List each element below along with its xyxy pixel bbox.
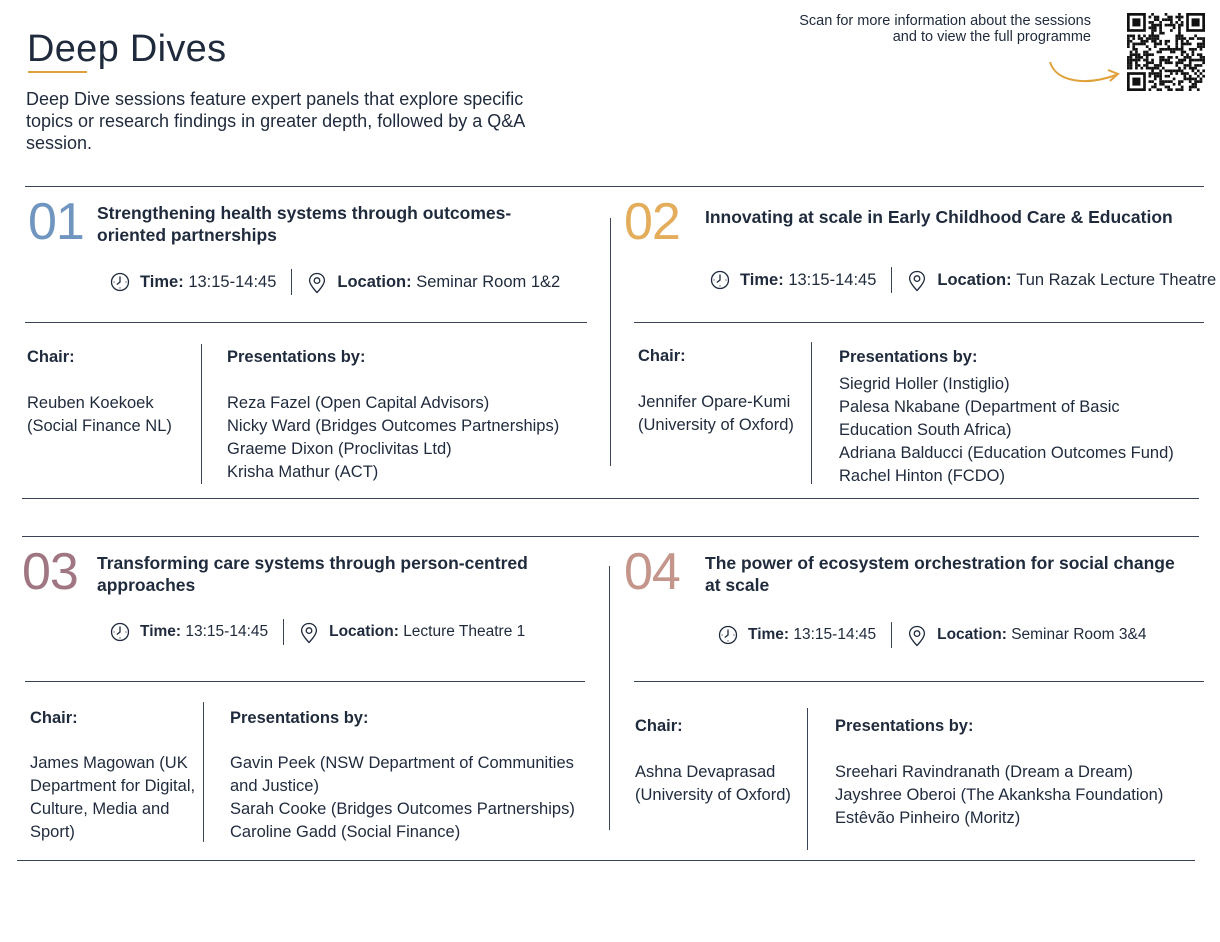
column-separator-top <box>610 218 611 466</box>
location-label: Location: <box>937 626 1007 643</box>
session-number: 01 <box>28 193 84 251</box>
presentations-label: Presentations by: <box>227 348 366 366</box>
presenter-item: Reza Fazel (Open Capital Advisors) <box>227 394 490 412</box>
chair-name: Jennifer Opare-Kumi (University of Oxford) <box>638 393 794 434</box>
chair-name: Reuben Koekoek (Social Finance NL) <box>27 394 172 435</box>
separator-s4 <box>807 708 808 850</box>
divider-middle-2 <box>22 536 1199 537</box>
session-number: 03 <box>22 543 78 601</box>
location-value: Seminar Room 1&2 <box>416 272 561 291</box>
presenter-item: Krisha Mathur (ACT) <box>227 463 379 481</box>
divider-bottom <box>17 860 1195 861</box>
chair-label: Chair: <box>635 717 683 735</box>
clock-icon <box>718 625 738 645</box>
presentations-label: Presentations by: <box>230 709 369 727</box>
curved-arrow-icon <box>1046 60 1124 90</box>
session-number: 02 <box>624 193 680 251</box>
time-label: Time: <box>740 270 784 289</box>
session-title: Transforming care systems through person-centred approaches <box>97 553 528 595</box>
divider-s4 <box>634 681 1204 682</box>
presentations-label: Presentations by: <box>839 348 978 366</box>
session-meta <box>110 619 525 645</box>
separator-s2 <box>811 342 812 484</box>
presenters-list <box>227 392 587 484</box>
session-title: The power of ecosystem orchestration for social change at scale <box>705 553 1175 595</box>
presenter-item: Siegrid Holler (Instiglio) <box>839 375 1010 393</box>
presenters-list <box>839 373 1199 488</box>
separator-s3 <box>203 702 204 842</box>
location-value: Seminar Room 3&4 <box>1011 626 1147 643</box>
qr-caption: Scan for more information about the sessions and to view the full programme <box>799 13 1091 45</box>
presenter-item: Graeme Dixon (Proclivitas Ltd) <box>227 440 452 458</box>
divider-s3 <box>25 681 585 682</box>
divider-s1 <box>25 322 587 323</box>
presenter-item: Gavin Peek (NSW Department of Communities and Justice) <box>230 754 574 795</box>
time-label: Time: <box>748 626 790 643</box>
presenter-item: Nicky Ward (Bridges Outcomes Partnerships) <box>227 417 560 435</box>
presenters-list <box>230 752 590 844</box>
clock-icon <box>110 272 130 292</box>
time-value: 13:15-14:45 <box>788 270 877 289</box>
presenter-item: Adriana Balducci (Education Outcomes Fund) <box>839 444 1174 462</box>
location-label: Location: <box>937 270 1012 289</box>
location-value: Lecture Theatre 1 <box>403 623 526 640</box>
chair-label: Chair: <box>30 709 78 727</box>
qr-code-icon[interactable] <box>1127 13 1205 91</box>
presenter-item: Rachel Hinton (FCDO) <box>839 467 1005 485</box>
page-title: Deep Dives <box>27 28 227 70</box>
chair-name: James Magowan (UK Department for Digital, Culture, Media and Sport) <box>30 754 196 841</box>
presentations-label: Presentations by: <box>835 717 974 735</box>
title-underline <box>28 71 87 73</box>
location-value: Tun Razak Lecture Theatre <box>1016 270 1217 289</box>
location-pin-icon <box>907 270 927 290</box>
presenter-item: Jayshree Oberoi (The Akanksha Foundation) <box>835 786 1164 804</box>
column-separator-bottom <box>609 566 610 830</box>
divider-middle <box>22 498 1199 499</box>
session-meta <box>718 622 1146 648</box>
chair-label: Chair: <box>638 347 686 365</box>
presenter-item: Estêvão Pinheiro (Moritz) <box>835 809 1021 827</box>
clock-icon <box>710 270 730 290</box>
separator-s1 <box>201 344 202 484</box>
chair-name: Ashna Devaprasad (University of Oxford) <box>635 763 791 804</box>
session-number: 04 <box>624 543 680 601</box>
presenter-item: Caroline Gadd (Social Finance) <box>230 823 461 841</box>
intro-text: Deep Dive sessions feature expert panels that explore specific topics or research findings in greater depth, followed by a Q&A session. <box>26 89 525 153</box>
presenter-item: Sarah Cooke (Bridges Outcomes Partnerships) <box>230 800 575 818</box>
location-pin-icon <box>907 625 927 645</box>
presenter-item: Sreehari Ravindranath (Dream a Dream) <box>835 763 1134 781</box>
location-label: Location: <box>329 623 399 640</box>
chair-label: Chair: <box>27 348 75 366</box>
session-meta <box>110 269 560 295</box>
presenter-item: Palesa Nkabane (Department of Basic Education South Africa) <box>839 398 1120 439</box>
presenters-list <box>835 761 1195 830</box>
time-value: 13:15-14:45 <box>793 626 877 643</box>
location-pin-icon <box>307 272 327 292</box>
divider-s2 <box>634 322 1204 323</box>
divider-top <box>25 186 1204 187</box>
time-value: 13:15-14:45 <box>185 623 269 640</box>
clock-icon <box>110 622 130 642</box>
session-meta <box>710 267 1216 293</box>
time-label: Time: <box>140 623 182 640</box>
time-label: Time: <box>140 272 184 291</box>
session-title: Innovating at scale in Early Childhood Care & Education <box>705 207 1173 227</box>
location-pin-icon <box>299 622 319 642</box>
location-label: Location: <box>337 272 412 291</box>
time-value: 13:15-14:45 <box>188 272 277 291</box>
session-title: Strengthening health systems through outcomes-oriented partnerships <box>97 203 512 245</box>
